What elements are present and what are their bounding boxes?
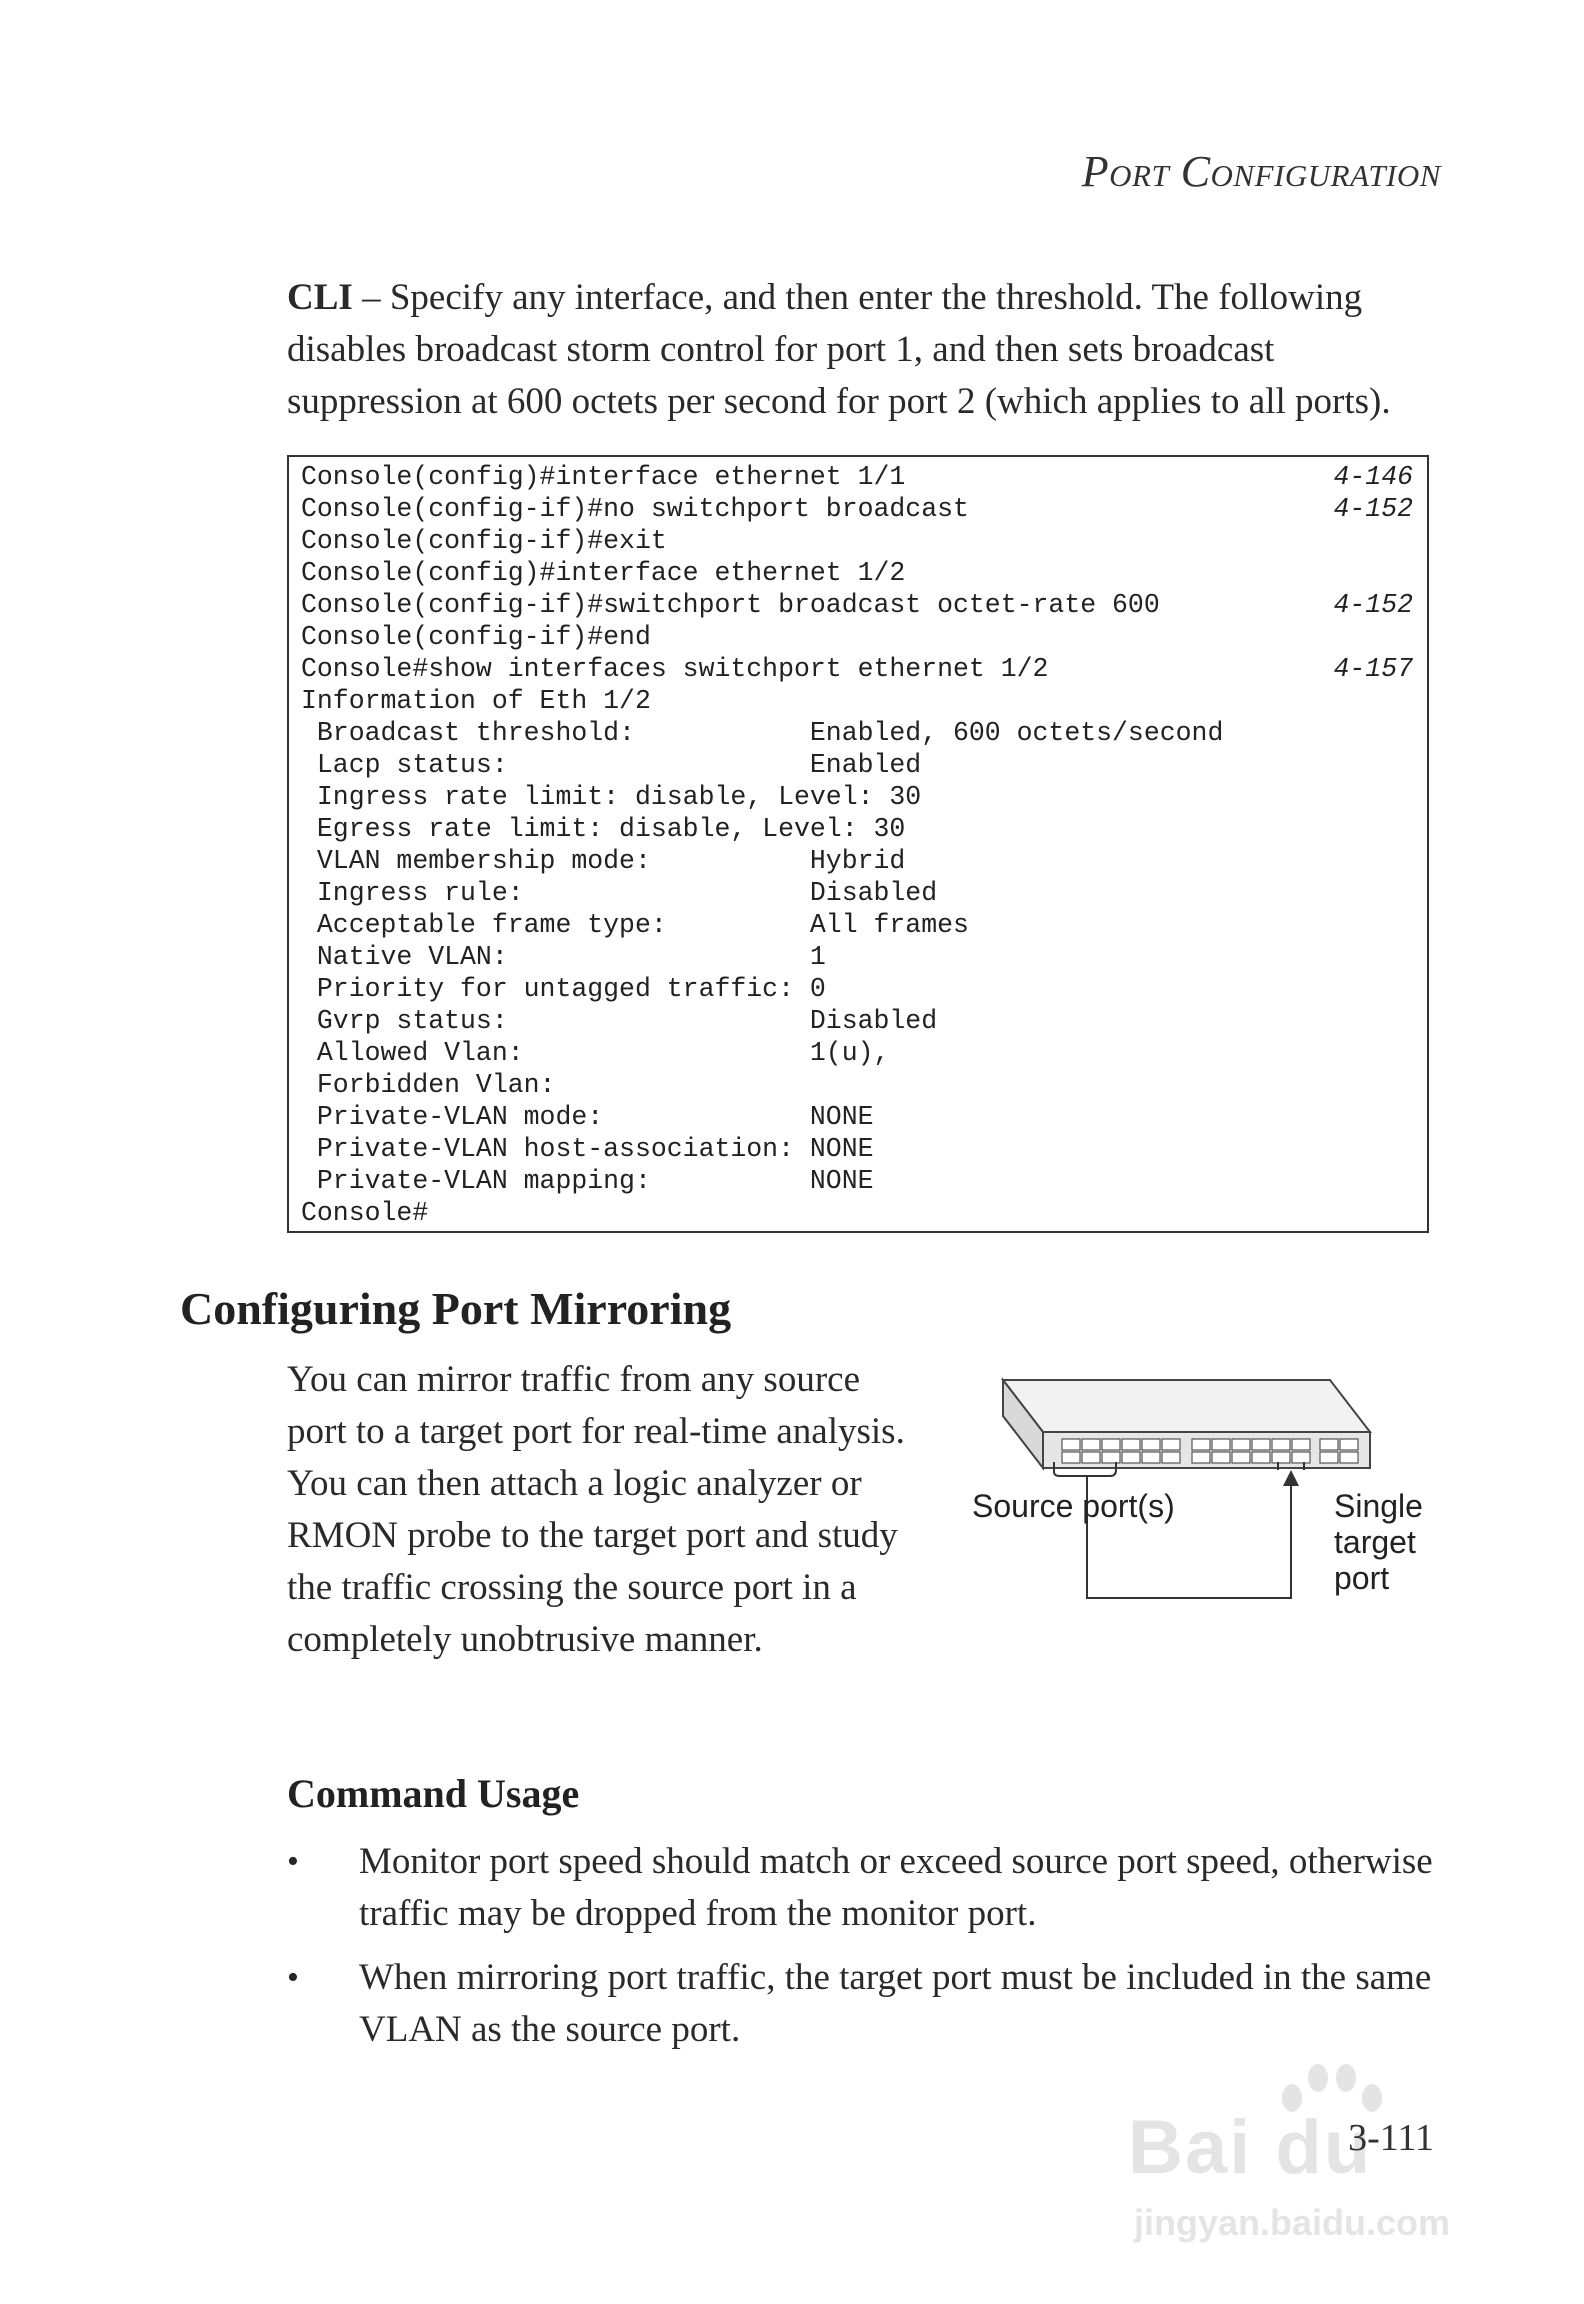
- code-text: Console#show interfaces switchport ethernet 1/2: [301, 654, 1049, 684]
- code-text: Forbidden Vlan:: [301, 1070, 556, 1100]
- page-number: 3-111: [1348, 2117, 1434, 2159]
- code-line: [301, 1005, 1413, 1037]
- code-text: Native VLAN: 1: [301, 942, 826, 972]
- code-line: [301, 653, 1413, 685]
- mirroring-paragraph: You can mirror traffic from any source port to a target port for real-time analysis. You can then attach a logic analyzer or RMON probe to the target port and study the traffic crossing the source port in a completely unobtrusive manner.: [287, 1359, 905, 1660]
- code-text: Acceptable frame type: All frames: [301, 910, 969, 940]
- code-line: [301, 1197, 1413, 1229]
- code-page-ref: 4-146: [1333, 462, 1413, 492]
- command-usage-title: Command Usage: [287, 1771, 580, 1816]
- code-line: [301, 1069, 1413, 1101]
- port-mirroring-diagram: [970, 1370, 1450, 1630]
- baidu-watermark: [1120, 2060, 1500, 2260]
- code-line: [301, 1133, 1413, 1165]
- command-usage-list: [287, 1836, 1447, 2068]
- code-text: Egress rate limit: disable, Level: 30: [301, 814, 906, 844]
- source-port-label: Source port(s): [972, 1488, 1175, 1524]
- code-text: Console(config-if)#exit: [301, 526, 667, 556]
- code-line: [301, 621, 1413, 653]
- list-item: [287, 1952, 1447, 2056]
- intro-text: – Specify any interface, and then enter the threshold. The following disables broadcast storm control for port 1, and then sets broadcast suppression at 600 octets per second for port 2 (which applies to all ports).: [287, 277, 1391, 422]
- code-line: [301, 941, 1413, 973]
- code-text: Gvrp status: Disabled: [301, 1006, 938, 1036]
- bullet-icon: •: [287, 1843, 299, 1880]
- list-item: [287, 1836, 1447, 1940]
- code-text: Information of Eth 1/2: [301, 686, 651, 716]
- bullet-text: When mirroring port traffic, the target port must be included in the same VLAN as the source port.: [359, 1957, 1432, 2050]
- intro-paragraph: [287, 272, 1447, 428]
- code-line: [301, 685, 1413, 717]
- code-page-ref: 4-152: [1333, 590, 1413, 620]
- code-text: Lacp status: Enabled: [301, 750, 922, 780]
- bullet-icon: •: [287, 1959, 299, 1996]
- code-text: Ingress rule: Disabled: [301, 878, 938, 908]
- code-line: [301, 461, 1413, 493]
- code-line: [301, 749, 1413, 781]
- code-text: Allowed Vlan: 1(u),: [301, 1038, 890, 1068]
- code-line: [301, 717, 1413, 749]
- cli-code-block: [287, 455, 1429, 1233]
- code-text: VLAN membership mode: Hybrid: [301, 846, 906, 876]
- code-line: [301, 973, 1413, 1005]
- code-text: Broadcast threshold: Enabled, 600 octets/second: [301, 718, 1224, 748]
- watermark-brand: Bai du: [1128, 2105, 1373, 2190]
- watermark-url: jingyan.baidu.com: [1134, 2202, 1451, 2243]
- code-page-ref: 4-152: [1333, 494, 1413, 524]
- code-line: [301, 1165, 1413, 1197]
- section-title: Configuring Port Mirroring: [180, 1283, 732, 1334]
- code-text: Ingress rate limit: disable, Level: 30: [301, 782, 922, 812]
- code-page-ref: 4-157: [1333, 654, 1413, 684]
- code-line: [301, 525, 1413, 557]
- code-text: Private-VLAN mapping: NONE: [301, 1166, 874, 1196]
- code-line: [301, 909, 1413, 941]
- code-line: [301, 493, 1413, 525]
- code-text: Console(config-if)#end: [301, 622, 651, 652]
- bullet-text: Monitor port speed should match or exceed source port speed, otherwise traffic may be dropped from the monitor port.: [359, 1841, 1433, 1934]
- code-text: Console(config-if)#no switchport broadcast: [301, 494, 969, 524]
- code-line: [301, 813, 1413, 845]
- target-port-label: Single target port: [1334, 1488, 1423, 1596]
- code-line: [301, 845, 1413, 877]
- running-head: Port Configuration: [1081, 147, 1441, 196]
- code-text: Priority for untagged traffic: 0: [301, 974, 826, 1004]
- code-line: [301, 557, 1413, 589]
- code-text: Console(config-if)#switchport broadcast octet-rate 600: [301, 590, 1160, 620]
- code-text: Console(config)#interface ethernet 1/1: [301, 462, 906, 492]
- intro-lead: CLI: [287, 277, 353, 318]
- code-line: [301, 589, 1413, 621]
- code-text: Console#: [301, 1198, 429, 1228]
- code-line: [301, 781, 1413, 813]
- code-line: [301, 1101, 1413, 1133]
- code-line: [301, 877, 1413, 909]
- code-text: Private-VLAN mode: NONE: [301, 1102, 874, 1132]
- code-text: Console(config)#interface ethernet 1/2: [301, 558, 906, 588]
- code-text: Private-VLAN host-association: NONE: [301, 1134, 874, 1164]
- code-line: [301, 1037, 1413, 1069]
